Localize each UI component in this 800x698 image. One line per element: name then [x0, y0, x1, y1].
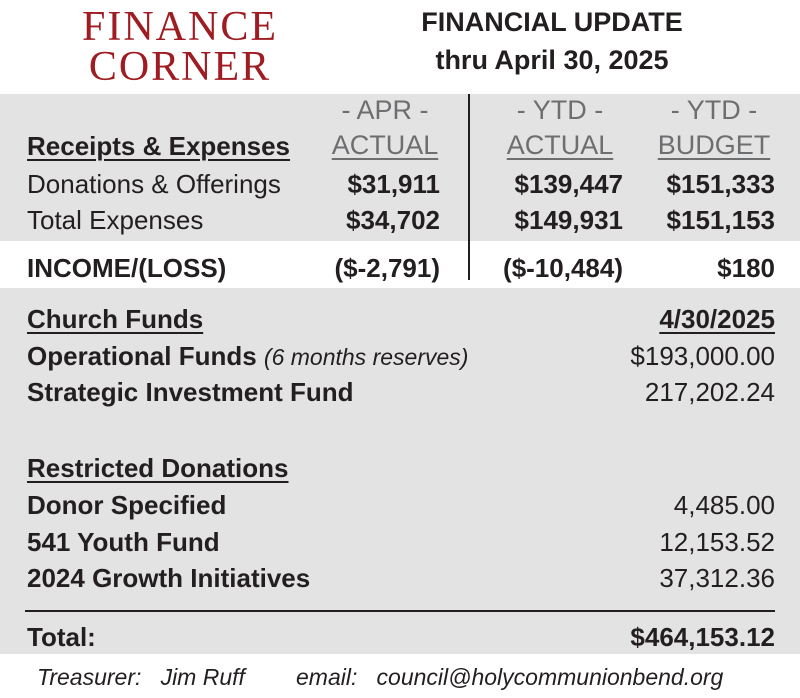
apr-header-bottom: ACTUAL — [331, 130, 439, 160]
page-title: FINANCIAL UPDATE — [421, 7, 683, 37]
ytd-budget-header-top: - YTD - — [670, 95, 758, 125]
income-ytd-actual: ($-10,484) — [503, 253, 623, 283]
brand-line-2: CORNER — [88, 44, 272, 90]
apr-header-top: - APR - — [341, 95, 429, 125]
income-label: INCOME/(LOSS) — [27, 253, 227, 283]
operational-funds-note: (6 months reserves) — [263, 344, 469, 370]
total-value: $464,153.12 — [630, 622, 775, 652]
expenses-ytd-actual: $149,931 — [514, 205, 623, 235]
operational-funds-label — [27, 341, 468, 372]
growth-initiatives-value: 37,312.36 — [659, 563, 775, 593]
receipts-section-title: Receipts & Expenses — [27, 131, 291, 161]
restricted-title: Restricted Donations — [27, 453, 289, 483]
brand-line-1: FINANCE — [81, 4, 278, 50]
email-address[interactable]: council@holycommunionbend.org — [376, 664, 724, 690]
ytd-budget-header-bottom: BUDGET — [657, 130, 771, 160]
youth-fund-value: 12,153.52 — [659, 527, 775, 557]
donations-ytd-budget: $151,333 — [666, 169, 775, 199]
church-funds-title: Church Funds — [27, 304, 204, 334]
donations-ytd-actual: $139,447 — [514, 169, 623, 199]
expenses-apr: $34,702 — [346, 205, 440, 235]
treasurer-label: Treasurer: — [37, 664, 142, 690]
total-divider — [25, 610, 775, 612]
income-apr: ($-2,791) — [334, 253, 440, 283]
expenses-ytd-budget: $151,153 — [666, 205, 775, 235]
expenses-label: Total Expenses — [27, 205, 204, 235]
donations-apr: $31,911 — [347, 169, 440, 199]
treasurer-name: Jim Ruff — [160, 664, 245, 690]
ytd-actual-header-top: - YTD - — [516, 95, 604, 125]
donor-specified-label: Donor Specified — [27, 490, 227, 520]
email-line — [296, 664, 723, 691]
treasurer-line — [37, 664, 245, 691]
donor-specified-value: 4,485.00 — [673, 490, 775, 520]
strategic-fund-value: 217,202.24 — [644, 377, 775, 407]
operational-funds-value: $193,000.00 — [630, 341, 775, 371]
total-label: Total: — [27, 622, 96, 652]
operational-funds-name: Operational Funds — [27, 341, 257, 371]
ytd-actual-header-bottom: ACTUAL — [506, 130, 614, 160]
donations-label: Donations & Offerings — [27, 169, 281, 199]
strategic-fund-label: Strategic Investment Fund — [27, 377, 354, 407]
email-label: email: — [296, 664, 358, 690]
growth-initiatives-label: 2024 Growth Initiatives — [27, 563, 311, 593]
income-ytd-budget: $180 — [717, 253, 775, 283]
youth-fund-label: 541 Youth Fund — [27, 527, 220, 557]
church-funds-date: 4/30/2025 — [659, 304, 775, 334]
page-subtitle: thru April 30, 2025 — [435, 45, 669, 75]
